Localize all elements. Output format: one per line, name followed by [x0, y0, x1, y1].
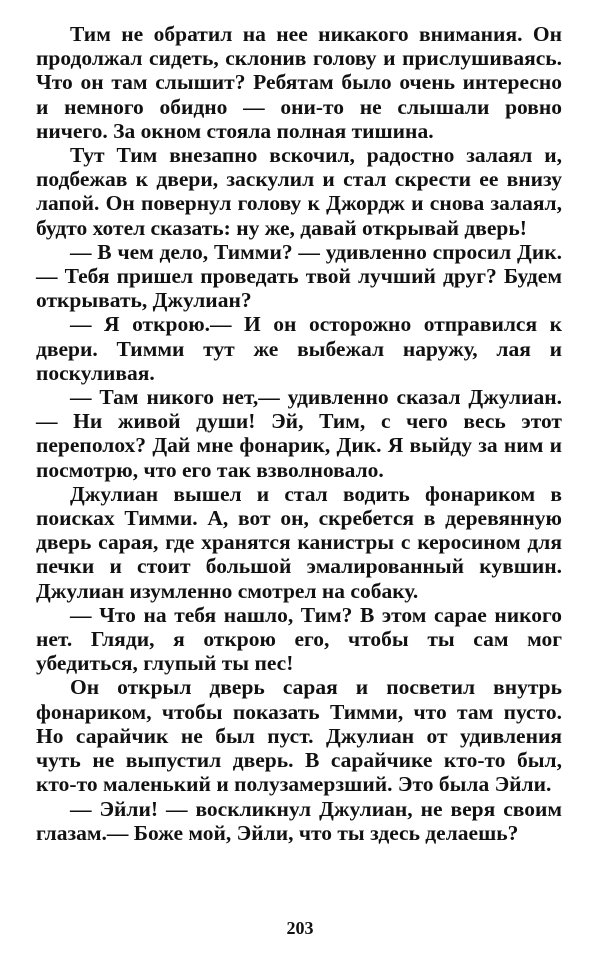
paragraph: Он открыл дверь сарая и посветил внутрь фонариком, чтобы показать Тимми, что там пусто. Но сарайчик не был пуст. Джулиан от удивления чуть не выпустил дверь. В сарайчике кто-то был, кто-то маленький и полузамерзший. Это была Эйли.	[36, 675, 562, 797]
page-number: 203	[286, 918, 314, 938]
paragraph: — Там никого нет,— удивленно сказал Джулиан.— Ни живой души! Эй, Тим, с чего весь этот переполох? Дай мне фонарик, Дик. Я выйду за ним и посмотрю, что его так взволновало.	[36, 385, 562, 482]
paragraph: — Эйли! — воскликнул Джулиан, не веря своим глазам.— Боже мой, Эйли, что ты здесь делаешь?	[36, 796, 562, 845]
paragraph: Тут Тим внезапно вскочил, радостно залаял и, подбежав к двери, заскулил и стал скрести ее внизу лапой. Он повернул голову к Джордж и снова залаял, будто хотел сказать: ну же, давай открывай дверь!	[36, 143, 562, 240]
text-body	[36, 22, 562, 845]
paragraph: — Я открою.— И он осторожно отправился к двери. Тимми тут же выбежал наружу, лая и поскуливая.	[36, 312, 562, 385]
paragraph: Тим не обратил на нее никакого внимания. Он продолжал сидеть, склонив голову и прислушиваясь. Что он там слышит? Ребятам было очень интересно и немного обидно — они-то не слышали ровно ничего. За окном стояла полная тишина.	[36, 22, 562, 143]
paragraph: — Что на тебя нашло, Тим? В этом сарае никого нет. Гляди, я открою его, чтобы ты сам мог убедиться, глупый ты пес!	[36, 602, 562, 676]
paragraph: Джулиан вышел и стал водить фонариком в поисках Тимми. А, вот он, скребется в деревянную дверь сарая, где хранятся канистры с керосином для печки и стоит большой эмалированный кувшин. Джулиан изумленно смотрел на собаку.	[36, 481, 562, 603]
paragraph: — В чем дело, Тимми? — удивленно спросил Дик.— Тебя пришел проведать твой лучший друг? Будем открывать, Джулиан?	[36, 239, 562, 313]
